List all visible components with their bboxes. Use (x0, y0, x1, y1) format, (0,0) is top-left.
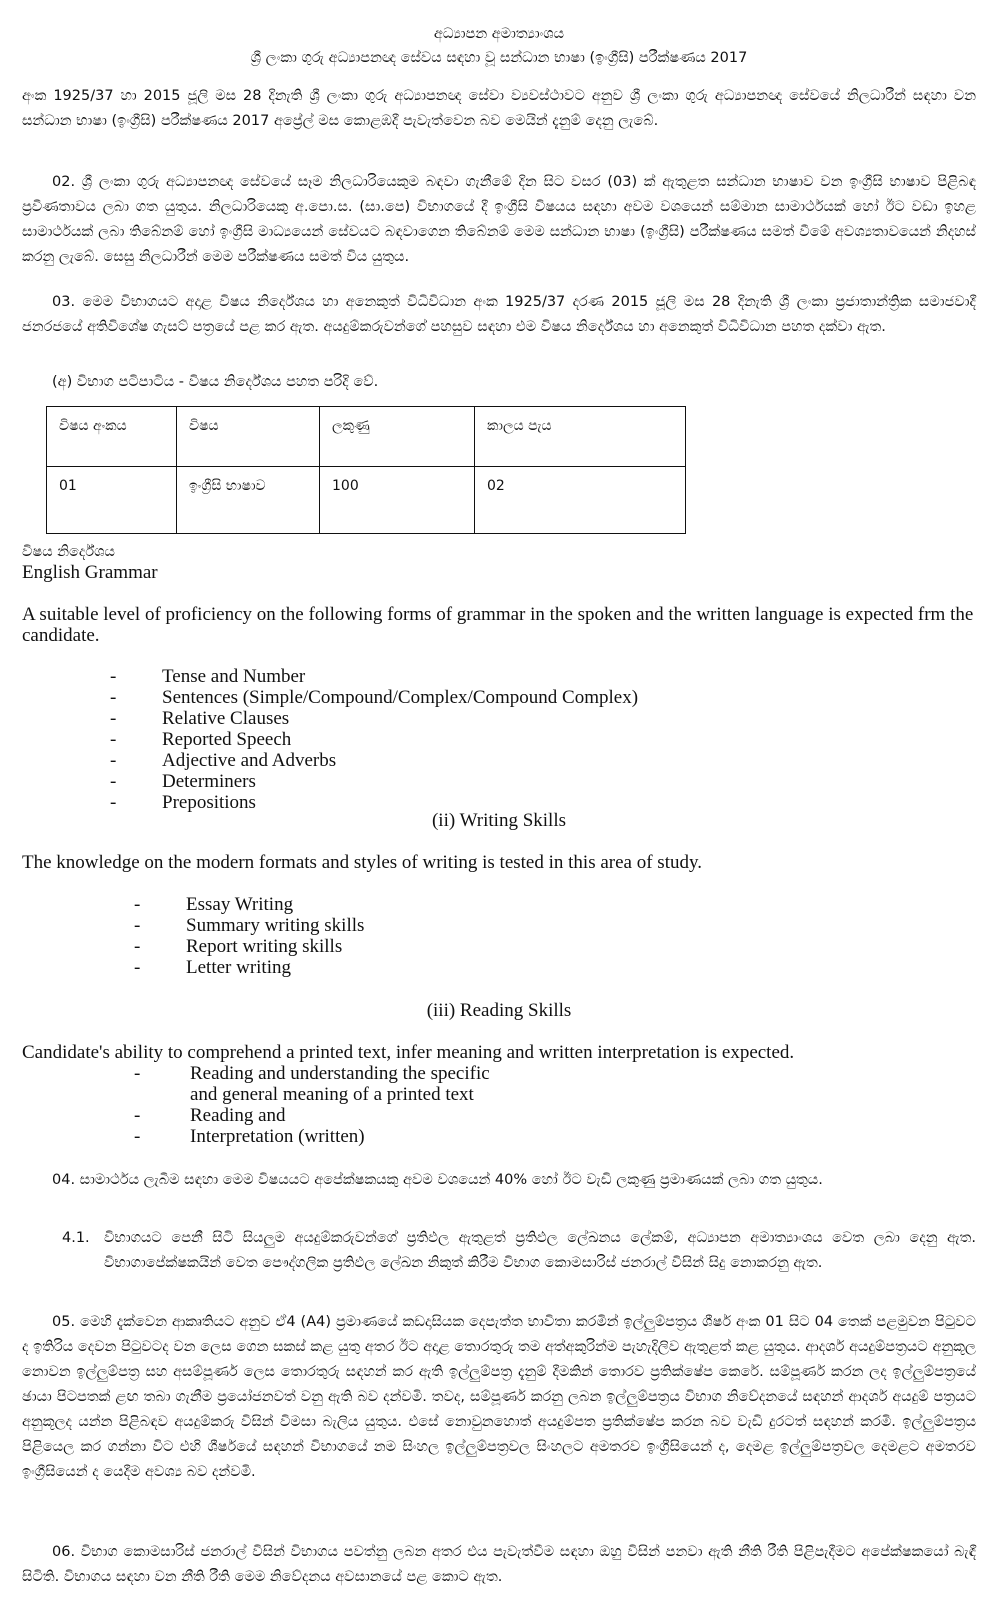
list-item: - Letter writing (134, 957, 291, 978)
header-subject: විෂය (177, 407, 320, 467)
paragraph-06: 06. විභාග කොමසාරිස් ජනරාල් විසින් විභාගය පවත්නු ලබන අතර එය පැවැත්වීම සඳහා ඔහු විසින් පනවා ඇති නීති රීති පිළිපැදීමට අපේක්ෂකයෝ බැඳී සිටිති. විභාගය සඳහා වන නීති රීති මෙම නිවේදනය අවසානයේ පළ කොට ඇත. (22, 1544, 976, 1585)
list-item-continuation: and general meaning of a printed text (190, 1084, 474, 1105)
list-item: - Reported Speech (110, 729, 292, 750)
ministry-heading: අධ්‍යාපන අමාත්‍යාංශය (433, 26, 565, 42)
cell-duration: 02 (475, 467, 686, 534)
list-item: - Report writing skills (134, 936, 343, 957)
list-item: - Prepositions (110, 792, 256, 813)
table-row (47, 467, 686, 534)
list-item: - Tense and Number (110, 666, 306, 687)
cell-marks: 100 (320, 467, 475, 534)
exam-procedure-intro: (අ) විභාග පටිපාටිය - විෂය නිර්දේශය පහත පරිදි වේ. (52, 374, 379, 390)
list-item: - Relative Clauses (110, 708, 290, 729)
header-marks: ලකුණු (320, 407, 475, 467)
list-item: - Essay Writing (134, 894, 294, 915)
syllabus-label: විෂය නිර්දේශය (22, 544, 115, 560)
paragraph-03: 03. මෙම විභාගයට අදාළ විෂය නිර්දේශය හා අනෙකුත් විධිවිධාන අංක 1925/37 දරණ 2015 ජූලි මස 28 දිනැති ශ්‍රී ලංකා ප්‍රජාතාන්ත්‍රික සමාජවාදී ජනරජයේ අතිවිශේෂ ගැසට් පත්‍රයේ පළ කර ඇත. අයදුම්කරුවන්ගේ පහසුව සඳහා එම විෂය නිර්දේශය හා අනෙකුත් විධිවිධාන පහත දක්වා ඇත. (22, 294, 976, 335)
list-item: - Reading and understanding the specific (134, 1063, 490, 1084)
paragraph-4-1-number: 4.1. (62, 1230, 90, 1246)
writing-intro: The knowledge on the modern formats and styles of writing is tested in this area of study. (22, 852, 702, 873)
list-item: - Adjective and Adverbs (110, 750, 337, 771)
writing-list (134, 894, 734, 978)
list-item: - Determiners (110, 771, 256, 792)
grammar-heading: English Grammar (22, 562, 158, 583)
paragraph-04: 04. සාමාර්ථය ලැබීම සඳහා මෙම විෂයයට අපේක්ෂකයකු අවම වශයෙන් 40% හෝ ඊට වැඩි ලකුණු ප්‍රමාණයක් ලබා ගත යුතුය. (52, 1172, 823, 1188)
reading-skills-heading: (iii) Reading Skills (426, 1000, 572, 1021)
paragraph-01: අංක 1925/37 හා 2015 ජූලි මස 28 දිනැති ශ්‍රී ලංකා ගුරු අධ්‍යාපනඥ සේවා ව්‍යවස්ථාවට අනුව ශ්‍රී ලංකා ගුරු අධ්‍යාපනඥ සේවයේ නිලධාරීන් සඳහා වන සන්ධාන භාෂා (ඉංග්‍රීසි) පරීක්ෂණය 2017 අප්‍රේල් මස කොළඹදී පැවැත්වෙන බව මෙයින් දැනුම් දෙනු ලැබේ. (22, 88, 976, 129)
paragraph-02: 02. ශ්‍රී ලංකා ගුරු අධ්‍යාපනඥ සේවයේ සෑම නිලධාරියෙකුම බඳවා ගැනීමේ දින සිට වසර (03) ක් ඇතුළත සන්ධාන භාෂාව වන ඉංග්‍රීසි භාෂාව පිළිබඳ ප්‍රවීණතාවය ලබා ගත යුතුය. නිලධාරියෙකු අ.පො.ස. (සා.පෙ) විභාගයේ දී ඉංග්‍රීසි විෂයය සඳහා අවම වශයෙන් සම්මාන සාමාර්ථයක් හෝ ඊට වඩා ඉහළ සාමාර්ථයක් ලබා තිබේනම් හෝ ඉංග්‍රීසි මාධ්‍යයෙන් සේවයට බඳවාගෙන තිබේනම් මෙම සන්ධාන භාෂා (ඉංග්‍රීසි) පරීක්ෂණය සමත් වීමේ අවශ්‍යතාවයෙන් නිදහස් කරනු ලැබේ. සෙසු නිලධාරීන් මෙම පරීක්ෂණය සමත් විය යුතුය. (22, 174, 976, 265)
paragraph-05: 05. මෙහි දැක්වෙන ආකෘතියට අනුව ඒ4 (A4) ප්‍රමාණයේ කඩදාසියක දෙපැත්ත භාවිතා කරමින් ඉල්ලුම්පත්‍රය ශීර්ෂ අංක 01 සිට 04 තෙක් පළමුවන පිටුවට ද ඉතිරිය දෙවන පිටුවටද වන ලෙස ගෙන සකස් කළ යුතු අතර ඊට අදාළ තොරතුරු තම අත්අකුරින්ම පැහැදිලිව ඇතුළත් කළ යුතුය. ආදර්ශ අයදුම්පත්‍රයට අනුකූල නොවන ඉල්ලුම්පත්‍ර සහ අසම්පූර්ණ ලෙස තොරතුරු සඳහන් කර ඇති ඉල්ලුම්පත්‍ර දැනුම් දීමකින් තොරව ප්‍රතික්ෂේප කෙරේ. සම්පූර්ණ කරන ලද ඉල්ලුම්පත්‍රයේ ඡායා පිටපතක් ළඟ තබා ගැනීම ප්‍රයෝජනවත් වනු ඇති බව දන්වමි. තවද, සම්පූර්ණ කරනු ලබන ඉල්ලුම්පත්‍රය විභාග නිවේදනයේ සඳහන් ආදර්ශ අයදුම් පත්‍රයට අනුකූලද යන්න පිළිබඳව අයදුම්කරු විසින් විමසා බැලිය යුතුය. එසේ නොවුනහොත් අයදුම්පත ප්‍රතික්ෂේප කරන බව වැඩි දුරටත් සඳහන් කරමි. ඉල්ලුම්පත්‍රය පිළියෙල කර ගන්නා විට එහි ශීර්ෂයේ සඳහන් විභාගයේ නම සිංහල ඉල්ලුම්පත්‍රවල සිංහලට අමතරව ඉංග්‍රීසියෙන් ද, දෙමළ ඉල්ලුම්පත්‍රවල දෙමළට අමතරව ඉංග්‍රීසියෙන් ද යෙදීම අවශ්‍ය බව දන්වමි. (22, 1314, 976, 1480)
cell-subject-number: 01 (47, 467, 177, 534)
header-duration: කාලය පැය (475, 407, 686, 467)
subject-table (46, 406, 686, 534)
writing-skills-heading: (ii) Writing Skills (431, 810, 566, 831)
notice-title: ශ්‍රී ලංකා ගුරු අධ්‍යාපනඥ සේවය සඳහා වූ සන්ධාන භාෂා (ඉංග්‍රීසි) පරීක්ෂණය 2017 (250, 50, 748, 66)
cell-subject: ඉංග්‍රීසි භාෂාව (177, 467, 320, 534)
list-item: - Interpretation (written) (134, 1126, 365, 1147)
list-item: - Sentences (Simple/Compound/Complex/Compound Complex) (110, 687, 639, 708)
grammar-intro: A suitable level of proficiency on the following forms of grammar in the spoken and the written language is expected frm the candidate. (22, 604, 974, 646)
list-item: - Summary writing skills (134, 915, 365, 936)
reading-intro: Candidate's ability to comprehend a printed text, infer meaning and written interpretation is expected. (22, 1042, 795, 1063)
list-item: - Reading and (134, 1105, 286, 1126)
grammar-list (110, 666, 810, 813)
table-header-row (47, 407, 686, 467)
header-subject-number: විෂය අංකය (47, 407, 177, 467)
paragraph-4-1: විභාගයට පෙනී සිටි සියලුම අයදුම්කරුවන්ගේ ප්‍රතිඵල ඇතුළත් ප්‍රතිඵල ලේඛනය ලේකම්, අධ්‍යාපන අමාත්‍යාංශය වෙත ලබා දෙනු ඇත. විභාගාපේක්ෂකයින් වෙත පෞද්ගලික ප්‍රතිඵල ලේඛන නිකුත් කිරීම විභාග කොමසාරිස් ජනරාල් විසින් සිදු නොකරනු ඇත. (104, 1230, 976, 1271)
reading-list (134, 1063, 734, 1147)
